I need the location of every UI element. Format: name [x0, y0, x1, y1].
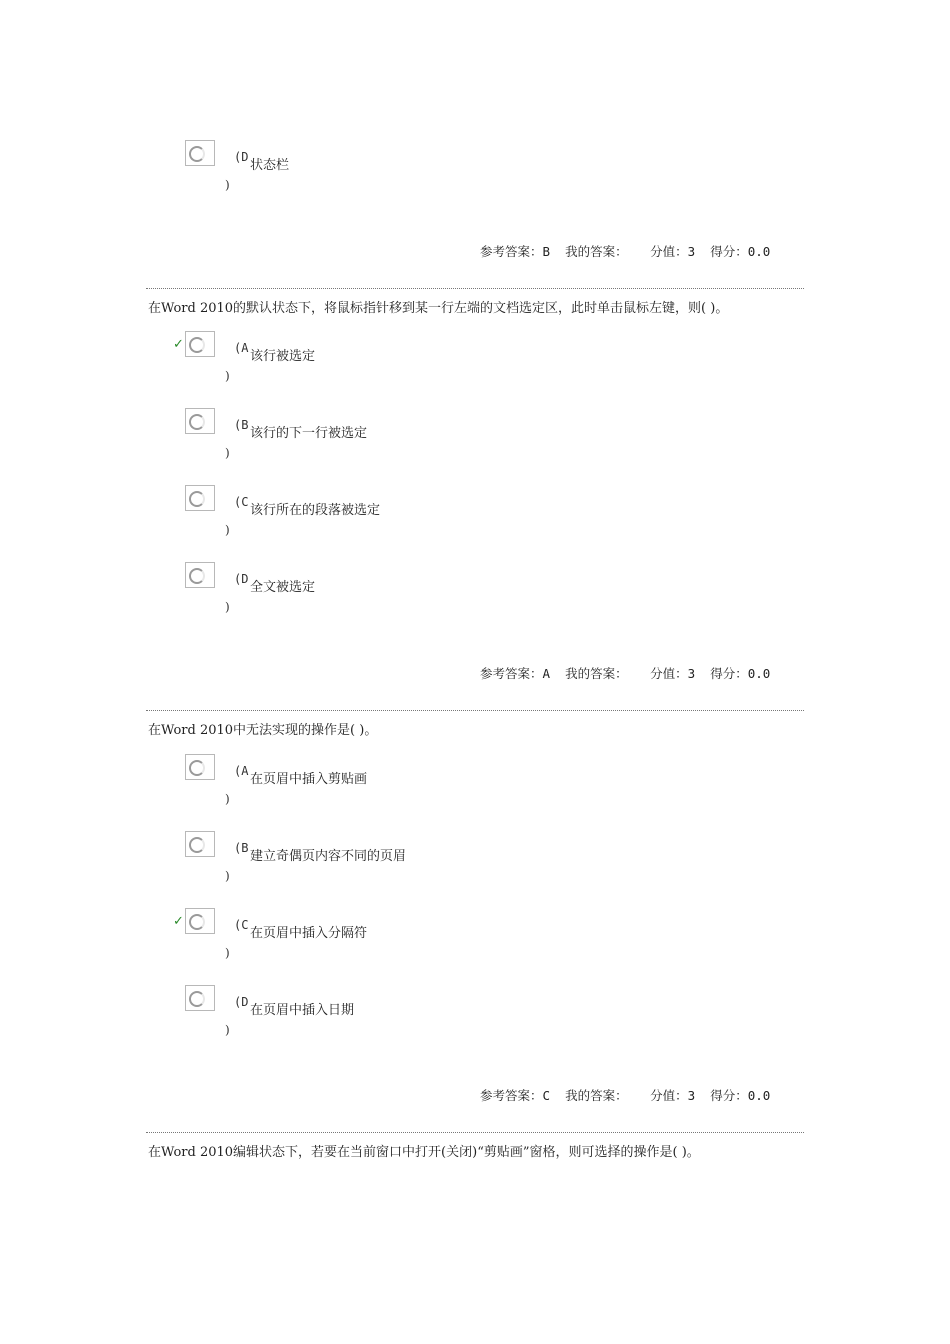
- option-close: ): [225, 869, 230, 883]
- option-prefix: (D: [234, 572, 249, 586]
- radio-button[interactable]: [185, 331, 215, 357]
- radio-button-icon: [189, 337, 205, 353]
- radio-button-icon: [189, 991, 205, 1007]
- radio-button-icon: [189, 837, 205, 853]
- option-close: ): [225, 792, 230, 806]
- option-text: 该行的下一行被选定: [250, 426, 368, 441]
- radio-button[interactable]: [185, 985, 215, 1011]
- question-text: 在Word 2010的默认状态下，将鼠标指针移到某一行左端的文档选定区，此时单击鼠标左键，则( )。: [148, 301, 729, 316]
- radio-button-icon: [189, 760, 205, 776]
- option-close: ): [225, 946, 230, 960]
- radio-button-icon: [189, 568, 205, 584]
- question-text: 在Word 2010编辑状态下，若要在当前窗口中打开(关闭)“剪贴画”窗格，则可选择的操作是( )。: [148, 1145, 700, 1160]
- option-prefix: (C: [234, 918, 249, 932]
- option-text: 在页眉中插入日期: [250, 1003, 355, 1018]
- answer-line: 参考答案：A 我的答案： 分值：3 得分：0.0: [480, 666, 771, 681]
- check-mark-icon: ✓: [173, 337, 184, 352]
- radio-button[interactable]: [185, 140, 215, 166]
- radio-button[interactable]: [185, 408, 215, 434]
- option-2-1[interactable]: [185, 831, 605, 895]
- radio-button[interactable]: [185, 754, 215, 780]
- option-text: 在页眉中插入剪贴画: [250, 772, 368, 787]
- option-prefix: (C: [234, 495, 249, 509]
- option-2-2[interactable]: [173, 908, 605, 972]
- option-text: 该行被选定: [250, 349, 316, 364]
- option-close: ): [225, 446, 230, 460]
- separator: [146, 710, 804, 711]
- separator: [146, 288, 804, 289]
- option-prefix: (B: [234, 418, 249, 432]
- radio-button-icon: [189, 146, 205, 162]
- option-prefix: (A: [234, 341, 249, 355]
- option-close: ): [225, 600, 230, 614]
- radio-button-icon: [189, 414, 205, 430]
- radio-button[interactable]: [185, 485, 215, 511]
- option-2-3[interactable]: [185, 985, 605, 1049]
- option-close: ): [225, 369, 230, 383]
- option-1-2[interactable]: [185, 485, 605, 549]
- separator: [146, 1132, 804, 1133]
- option-text: 全文被选定: [250, 580, 316, 595]
- option-0-0[interactable]: [185, 140, 605, 204]
- option-text: 该行所在的段落被选定: [250, 503, 381, 518]
- option-2-0[interactable]: [185, 754, 605, 818]
- option-1-3[interactable]: [185, 562, 605, 626]
- radio-button[interactable]: [185, 908, 215, 934]
- radio-button[interactable]: [185, 562, 215, 588]
- radio-button[interactable]: [185, 831, 215, 857]
- option-prefix: (D: [234, 150, 249, 164]
- option-close: ): [225, 523, 230, 537]
- radio-button-icon: [189, 491, 205, 507]
- option-prefix: (A: [234, 764, 249, 778]
- answer-line: 参考答案：C 我的答案： 分值：3 得分：0.0: [480, 1088, 771, 1103]
- option-text: 在页眉中插入分隔符: [250, 926, 368, 941]
- option-close: ): [225, 178, 230, 192]
- option-1-1[interactable]: [185, 408, 605, 472]
- option-prefix: (D: [234, 995, 249, 1009]
- radio-button-icon: [189, 914, 205, 930]
- option-1-0[interactable]: [173, 331, 605, 395]
- question-text: 在Word 2010中无法实现的操作是( )。: [148, 723, 378, 738]
- option-text: 建立奇偶页内容不同的页眉: [250, 849, 407, 864]
- option-close: ): [225, 1023, 230, 1037]
- option-prefix: (B: [234, 841, 249, 855]
- option-text: 状态栏: [250, 158, 290, 173]
- answer-line: 参考答案：B 我的答案： 分值：3 得分：0.0: [480, 244, 771, 259]
- check-mark-icon: ✓: [173, 914, 184, 929]
